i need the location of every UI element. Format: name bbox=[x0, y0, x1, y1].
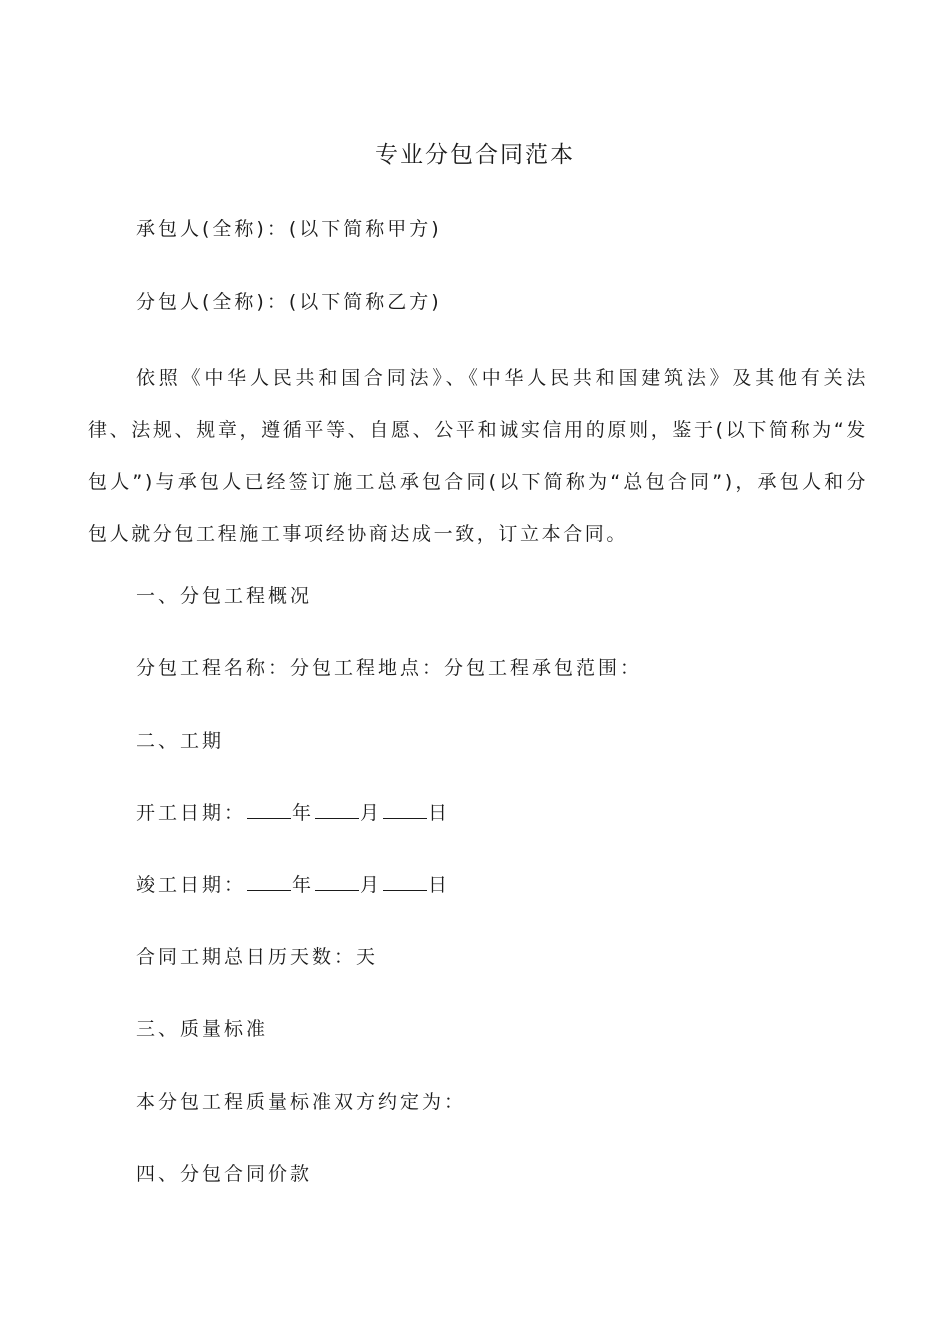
end-year-blank[interactable] bbox=[247, 889, 291, 891]
start-year-blank[interactable] bbox=[247, 817, 291, 819]
total-days-line: 合同工期总日历天数：天 bbox=[136, 946, 379, 968]
month-label: 月 bbox=[360, 802, 383, 824]
year-label: 年 bbox=[292, 802, 315, 824]
quality-standard-line: 本分包工程质量标准双方约定为： bbox=[136, 1091, 467, 1113]
year-label: 年 bbox=[292, 874, 315, 896]
document-title: 专业分包合同范本 bbox=[375, 142, 575, 168]
end-date-label: 竣工日期： bbox=[136, 874, 247, 896]
end-day-blank[interactable] bbox=[383, 889, 427, 891]
month-label: 月 bbox=[360, 874, 383, 896]
start-date-label: 开工日期： bbox=[136, 802, 247, 824]
start-day-blank[interactable] bbox=[383, 817, 427, 819]
section-1-heading: 一、分包工程概况 bbox=[136, 585, 313, 607]
day-label: 日 bbox=[428, 802, 451, 824]
start-month-blank[interactable] bbox=[315, 817, 359, 819]
section-4-heading: 四、分包合同价款 bbox=[136, 1163, 313, 1185]
section-2-heading: 二、工期 bbox=[136, 730, 225, 752]
start-date-line bbox=[136, 798, 450, 825]
project-overview-line: 分包工程名称：分包工程地点：分包工程承包范围： bbox=[136, 657, 643, 679]
contractor-line: 承包人(全称)：(以下简称甲方) bbox=[136, 218, 442, 240]
subcontractor-line: 分包人(全称)：(以下简称乙方) bbox=[136, 291, 442, 313]
end-month-blank[interactable] bbox=[315, 889, 359, 891]
preamble-paragraph: 依照《中华人民共和国合同法》、《中华人民共和国建筑法》及其他有关法律、法规、规章，遵循平等、自愿、公平和诚实信用的原则，鉴于(以下简称为“发包人”)与承包人已经签订施工总承包合同(以下简称为“总包合同”)，承包人和分包人就分包工程施工事项经协商达成一致，订立本合同。 bbox=[88, 367, 868, 545]
end-date-line bbox=[136, 870, 450, 897]
section-3-heading: 三、质量标准 bbox=[136, 1018, 269, 1040]
day-label: 日 bbox=[428, 874, 451, 896]
